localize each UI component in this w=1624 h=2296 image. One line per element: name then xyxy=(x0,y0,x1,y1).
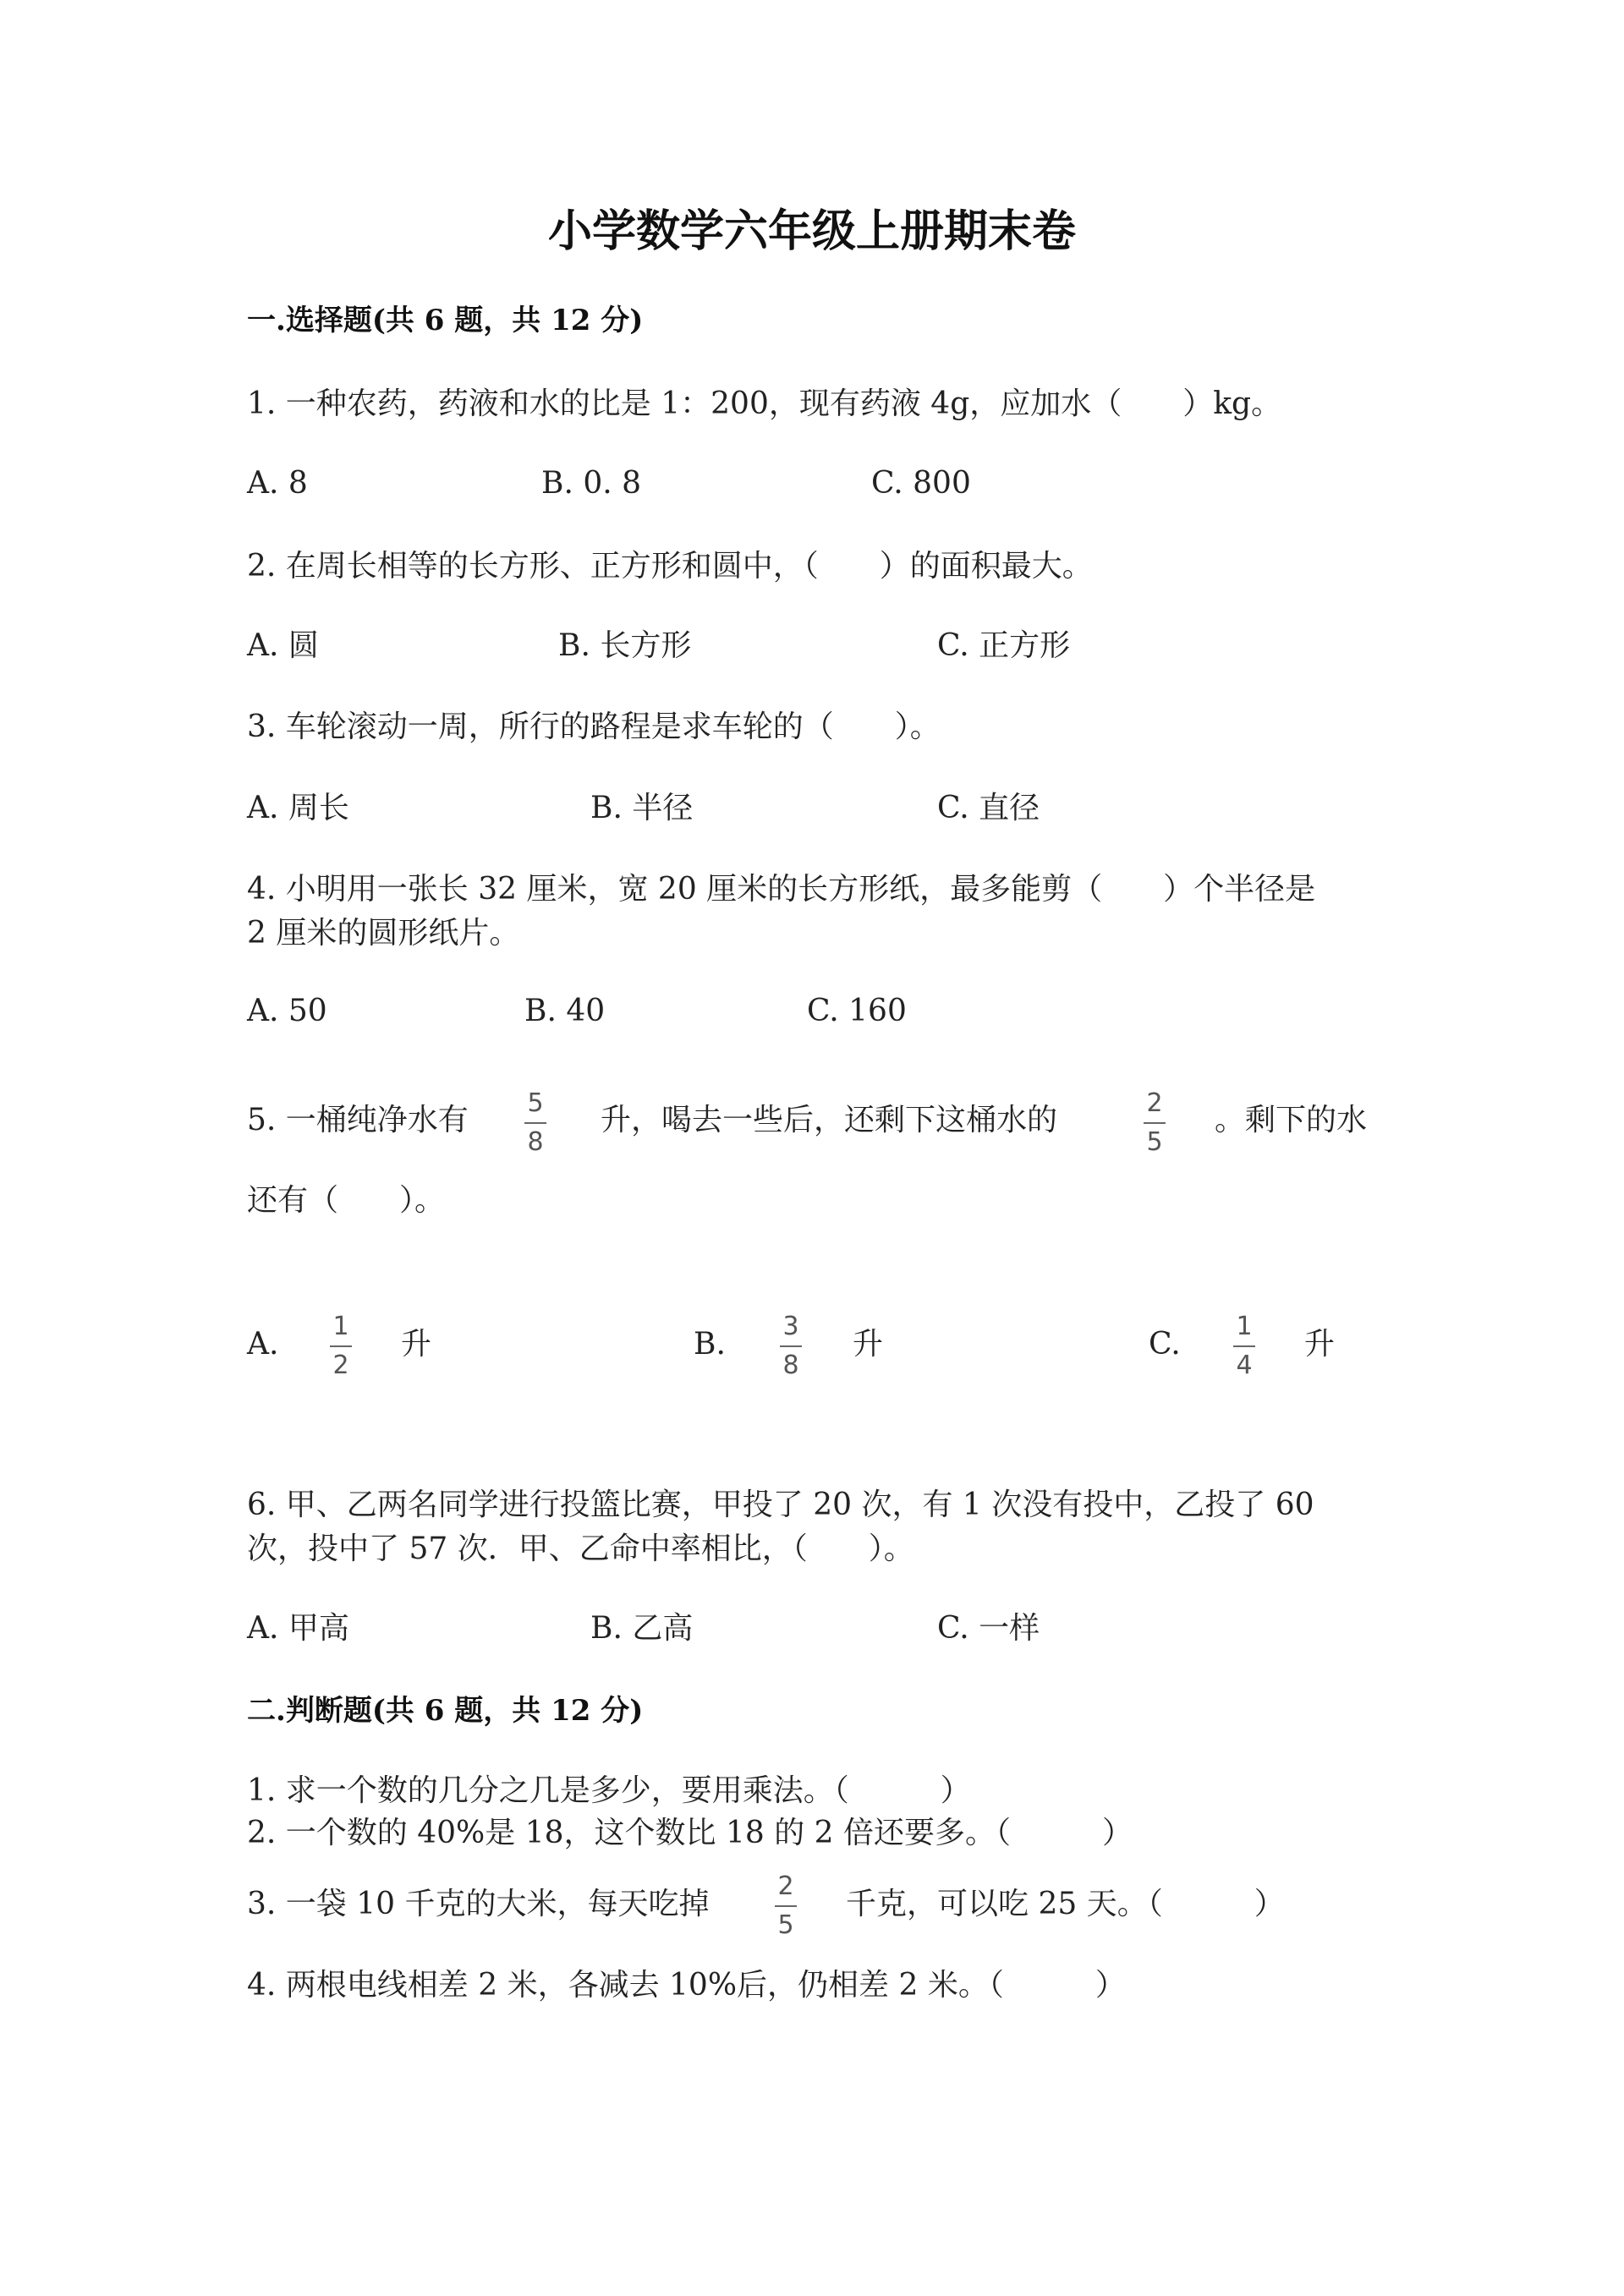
fraction-denominator: 5 xyxy=(1146,1127,1163,1157)
question-5-fraction-2 xyxy=(1144,1088,1166,1157)
question-5-option-a-fraction xyxy=(330,1314,352,1378)
fraction-numerator: 2 xyxy=(777,1871,794,1901)
question-2-option-c: C. 正方形 xyxy=(937,628,1071,663)
question-1-option-a: A. 8 xyxy=(247,466,308,501)
question-5-option-a-label: A. xyxy=(247,1327,279,1362)
question-6-option-a: A. 甲高 xyxy=(247,1611,349,1646)
question-5-text-part-3: 。剩下的水 xyxy=(1215,1103,1368,1137)
section-heading-choice: 一.选择题(共 6 题，共 12 分) xyxy=(247,304,644,337)
fraction-denominator: 8 xyxy=(782,1351,799,1380)
question-4-option-c: C. 160 xyxy=(807,994,907,1028)
question-5-line-2: 还有（ ）。 xyxy=(247,1183,446,1218)
section-heading-judgement: 二.判断题(共 6 题，共 12 分) xyxy=(247,1694,644,1728)
question-5-option-a-unit: 升 xyxy=(401,1327,432,1362)
question-5-option-b-unit: 升 xyxy=(853,1327,884,1362)
fraction-denominator: 5 xyxy=(777,1910,794,1940)
fraction-bar xyxy=(524,1122,546,1124)
question-6-option-c: C. 一样 xyxy=(937,1611,1040,1646)
judgement-1-text: 1. 求一个数的几分之几是多少，要用乘法。（ ） xyxy=(247,1773,971,1808)
question-1-option-b: B. 0. 8 xyxy=(541,466,642,501)
fraction-denominator: 2 xyxy=(332,1351,349,1380)
fraction-bar xyxy=(775,1905,797,1907)
question-4-line-2: 2 厘米的圆形纸片。 xyxy=(247,916,520,951)
fraction-numerator: 5 xyxy=(527,1088,544,1118)
fraction-numerator: 2 xyxy=(1146,1088,1163,1118)
question-1-text: 1. 一种农药，药液和水的比是 1：200，现有药液 4g，应加水（ ）kg。 xyxy=(247,386,1282,421)
question-3-option-c: C. 直径 xyxy=(937,791,1040,825)
question-5-option-b-fraction xyxy=(780,1314,802,1378)
judgement-4-text: 4. 两根电线相差 2 米，各减去 10%后，仍相差 2 米。（ ） xyxy=(247,1968,1126,2003)
fraction-numerator: 3 xyxy=(782,1312,799,1341)
question-4-option-b: B. 40 xyxy=(524,994,606,1028)
fraction-numerator: 1 xyxy=(332,1312,349,1341)
question-4-option-a: A. 50 xyxy=(247,994,327,1028)
judgement-3-text-part-1: 3. 一袋 10 千克的大米，每天吃掉 xyxy=(247,1887,710,1921)
question-6-line-2: 次，投中了 57 次．甲、乙命中率相比，（ ）。 xyxy=(247,1532,914,1566)
question-4-line-1: 4. 小明用一张长 32 厘米，宽 20 厘米的长方形纸，最多能剪（ ）个半径是 xyxy=(247,872,1316,907)
fraction-bar xyxy=(1144,1122,1166,1124)
question-3-option-b: B. 半径 xyxy=(590,791,694,825)
question-5-text-part-1: 5. 一桶纯净水有 xyxy=(247,1103,469,1137)
question-2-text: 2. 在周长相等的长方形、正方形和圆中，（ ）的面积最大。 xyxy=(247,549,1093,584)
page-title: 小学数学六年级上册期末卷 xyxy=(547,205,1076,257)
fraction-bar xyxy=(1233,1345,1255,1347)
question-5-text-part-2: 升，喝去一些后，还剩下这桶水的 xyxy=(601,1103,1058,1137)
question-5-option-b-label: B. xyxy=(694,1327,726,1362)
fraction-bar xyxy=(780,1345,802,1347)
question-5-option-c-fraction xyxy=(1233,1314,1255,1378)
question-5-option-c-unit: 升 xyxy=(1304,1327,1336,1362)
question-5-fraction-1 xyxy=(524,1088,546,1157)
judgement-2-text: 2. 一个数的 40%是 18，这个数比 18 的 2 倍还要多。（ ） xyxy=(247,1816,1133,1850)
question-6-option-b: B. 乙高 xyxy=(590,1611,694,1646)
fraction-denominator: 8 xyxy=(527,1127,544,1157)
question-2-option-a: A. 圆 xyxy=(247,628,319,663)
fraction-numerator: 1 xyxy=(1236,1312,1253,1341)
fraction-denominator: 4 xyxy=(1236,1351,1253,1380)
judgement-3-text-part-2: 千克，可以吃 25 天。（ ） xyxy=(846,1887,1285,1921)
question-6-line-1: 6. 甲、乙两名同学进行投篮比赛，甲投了 20 次，有 1 次没有投中，乙投了 60 xyxy=(247,1488,1314,1522)
question-3-option-a: A. 周长 xyxy=(247,791,349,825)
question-2-option-b: B. 长方形 xyxy=(558,628,692,663)
question-1-option-c: C. 800 xyxy=(871,466,971,501)
fraction-bar xyxy=(330,1345,352,1347)
question-3-text: 3. 车轮滚动一周，所行的路程是求车轮的（ ）。 xyxy=(247,710,941,744)
question-5-option-c-label: C. xyxy=(1149,1327,1181,1362)
judgement-3-fraction xyxy=(775,1871,797,1940)
